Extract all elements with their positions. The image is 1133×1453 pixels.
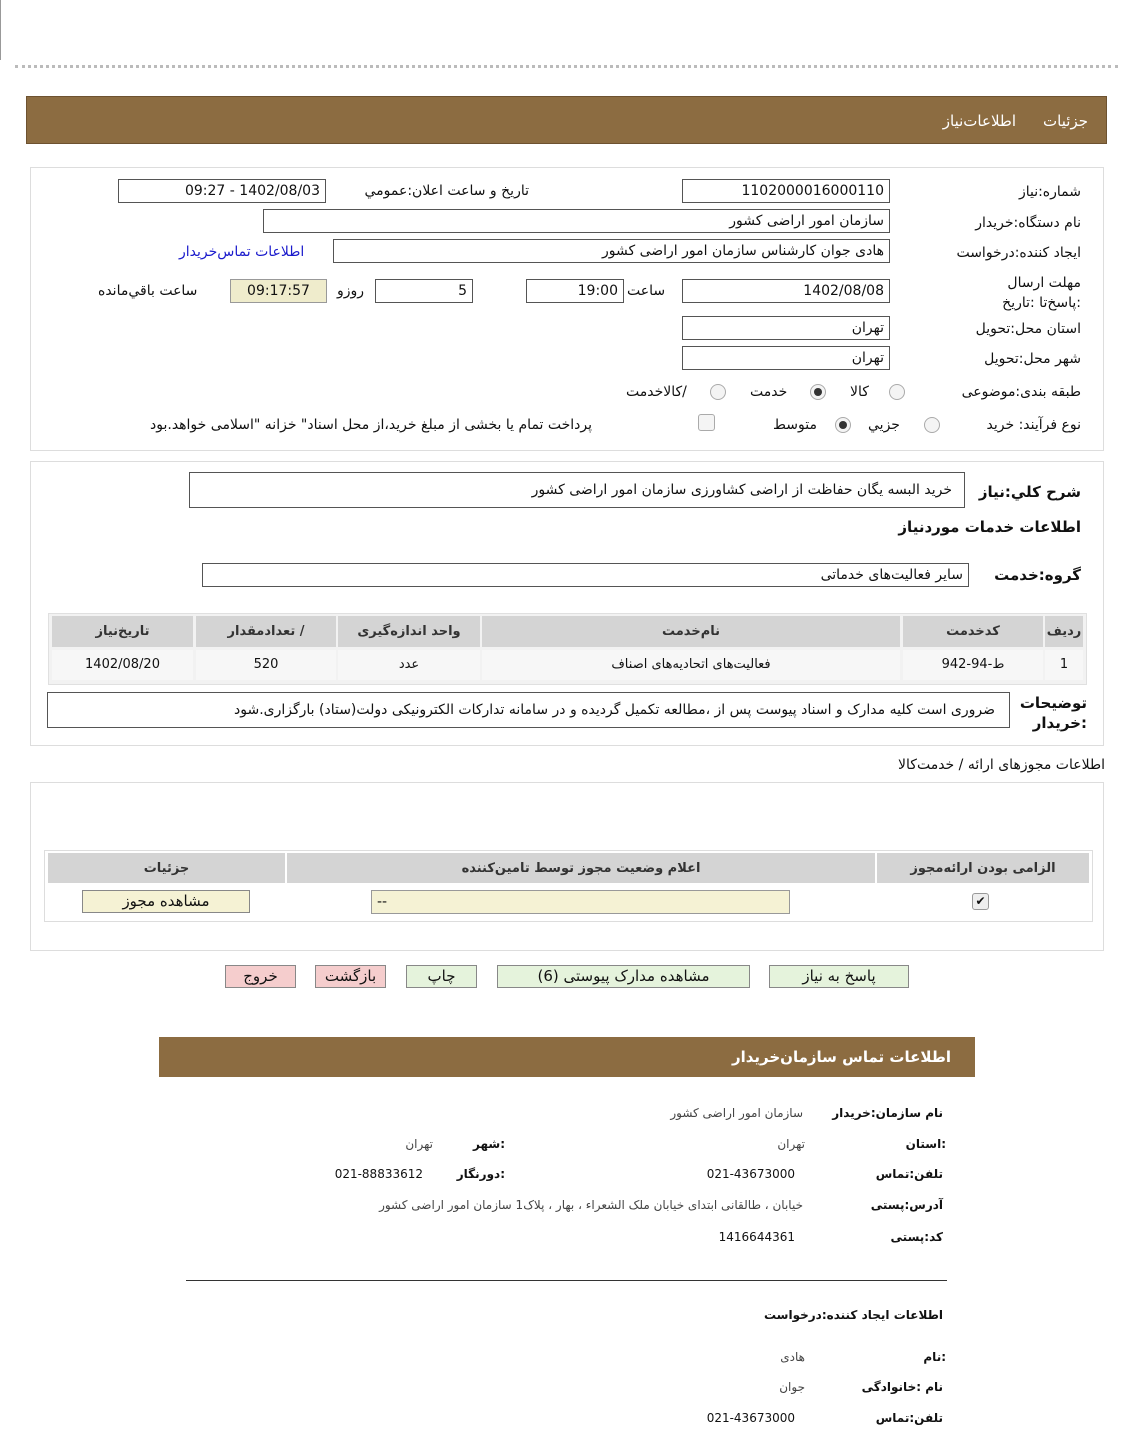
family-value: جوان [779, 1380, 805, 1394]
services-cell: عدد [338, 650, 480, 680]
view-documents-button[interactable]: مشاهده مدارک پیوستی (6) [497, 965, 750, 988]
days-field: 5 [375, 279, 473, 303]
deadline-date-field: 1402/08/08 [682, 279, 890, 303]
deadline-time-field: 19:00 [526, 279, 624, 303]
services-cell: 520 [196, 650, 336, 680]
header-bar [26, 96, 1107, 144]
province-field: تهران [682, 316, 890, 340]
need-number-field: 1102000016000110 [682, 179, 890, 203]
exit-button[interactable]: خروج [225, 965, 296, 988]
left-border [0, 0, 1, 60]
contact-header [159, 1037, 975, 1077]
goods-label: کالا [850, 384, 869, 400]
services-title: اطلاعات خدمات موردنیاز [898, 518, 1081, 536]
licenses-header-1: اعلام وضعیت مجوز توسط تامین‌کننده [287, 853, 875, 883]
services-cell: فعالیت‌های اتحادیه‌های اصناف [482, 650, 900, 680]
services-header-1: کدخدمت [903, 616, 1043, 647]
announce-field: 1402/08/03 - 09:27 [118, 179, 326, 203]
city-value-c: تهران [405, 1137, 433, 1151]
creator-phone-value: 021-43673000 [706, 1411, 795, 1425]
postal-value: 1416644361 [718, 1230, 795, 1244]
back-button[interactable]: بازگشت [315, 965, 386, 988]
city-field: تهران [682, 346, 890, 370]
reply-button[interactable]: پاسخ به نیاز [769, 965, 909, 988]
summary-label: شرح کلي:نیاز [978, 483, 1081, 501]
buyer-org-field: سازمان امور اراضی کشور [263, 209, 890, 233]
radio-medium[interactable] [835, 417, 851, 433]
phone-value-c: 021-43673000 [706, 1167, 795, 1181]
print-button[interactable]: چاپ [406, 965, 477, 988]
buyer-org-label: نام دستگاه:خریدار [975, 215, 1081, 231]
days-label: روزو [337, 283, 365, 299]
services-header-2: نام‌خدمت [482, 616, 900, 647]
services-header-4: / تعدادمقدار [196, 616, 336, 647]
tab-need-info[interactable]: اطلاعات‌نیاز [942, 112, 1016, 130]
group-label: گروه:خدمت [994, 566, 1081, 584]
phone-label-c: تلفن:تماس [875, 1167, 943, 1181]
treasury-checkbox[interactable] [698, 414, 715, 431]
top-divider [15, 65, 1118, 68]
services-header-0: ردیف [1045, 616, 1083, 647]
fax-label: :دورنگار [456, 1167, 505, 1181]
announce-label: تاریخ و ساعت اعلان:عمومي [364, 183, 529, 199]
city-label-c: :شهر [473, 1137, 505, 1151]
creator-info-title: اطلاعات ایجاد کننده:درخواست [763, 1308, 943, 1322]
radio-partial[interactable] [924, 417, 940, 433]
contact-title: اطلاعات تماس سازمان‌خریدار [731, 1048, 951, 1066]
creator-phone-label: تلفن:تماس [875, 1411, 943, 1425]
org-value: سازمان امور اراضی کشور [670, 1106, 803, 1120]
service-label: خدمت [750, 384, 788, 400]
radio-service[interactable] [810, 384, 826, 400]
deadline-label: مهلت ارسال :پاسخ‌تا :تاریخ [1002, 275, 1081, 311]
medium-label: متوسط [773, 417, 817, 433]
name-value: هادی [780, 1350, 805, 1364]
city-label: شهر محل:تحویل [984, 351, 1081, 367]
payment-note: پرداخت تمام یا بخشی از مبلغ خرید،از محل اسناد" خزانه "اسلامی خواهد.بود [150, 417, 593, 433]
goods-service-label: /کالاخدمت [626, 384, 687, 400]
time-label: ساعت [627, 283, 666, 299]
tab-details[interactable]: جزئیات [1043, 112, 1088, 130]
services-header-3: واحد اندازه‌گیری [338, 616, 480, 647]
process-label: نوع فرآیند: خرید [986, 417, 1081, 433]
licenses-title: اطلاعات مجوزهای ارائه / خدمت‌کالا [898, 757, 1105, 773]
buyer-notes-field: ضروری است کلیه مدارک و اسناد پیوست پس از ،مطالعه تکمیل گردیده و در سامانه تدارکات الکترونیکی دولت(ستاد) بارگزاری.شود [47, 692, 1010, 728]
postal-label: کد:پستی [890, 1230, 943, 1244]
services-cell: 1402/08/20 [52, 650, 193, 680]
services-header-5: تاریخ‌نیاز [52, 616, 193, 647]
creator-label: ایجاد کننده:درخواست [956, 245, 1081, 261]
province-label: استان محل:تحویل [975, 321, 1081, 337]
required-checkbox[interactable]: ✔ [972, 893, 989, 910]
creator-field: هادی جوان کارشناس سازمان امور اراضی کشور [333, 239, 890, 263]
services-cell: ط-94-942 [903, 650, 1043, 680]
view-license-button[interactable]: مشاهده مجوز [82, 890, 250, 913]
licenses-header-2: جزئیات [48, 853, 285, 883]
contact-divider [186, 1280, 947, 1281]
fax-value: 021-88833612 [334, 1167, 423, 1181]
buyer-contact-link[interactable]: اطلاعات تماس‌خریدار [179, 244, 305, 260]
address-value: خیابان ، طالقانی ابتدای خیابان ملک الشعراء ، بهار ، پلاک1 سازمان امور اراضی کشور [379, 1198, 803, 1212]
summary-field: خرید البسه یگان حفاظت از اراضی کشاورزی سازمان امور اراضی کشور [189, 472, 965, 508]
org-label: نام سازمان:خریدار [832, 1106, 943, 1120]
radio-goods[interactable] [889, 384, 905, 400]
province-value-c: تهران [777, 1137, 805, 1151]
group-field: سایر فعالیت‌های خدماتی [202, 563, 969, 587]
need-number-label: شماره‌:نیاز [1018, 184, 1081, 200]
address-label: آدرس:پستی [870, 1198, 943, 1212]
licenses-header-0: الزامی بودن ارائه‌مجوز [877, 853, 1089, 883]
partial-label: جزيي [868, 417, 900, 433]
remaining-label: ساعت باقي‌مانده [98, 283, 198, 299]
name-label: :نام [923, 1350, 946, 1364]
remaining-time: 09:17:57 [230, 279, 327, 303]
license-status-field: -- [371, 890, 790, 914]
family-label: نام :خانوادگی [861, 1380, 943, 1394]
radio-goods-service[interactable] [710, 384, 726, 400]
buyer-notes-label: توضیحات :خریدار [1019, 694, 1087, 732]
services-cell: 1 [1045, 650, 1083, 680]
category-label: طبقه بندی:موضوعی [961, 384, 1081, 400]
province-label-c: :استان [905, 1137, 946, 1151]
